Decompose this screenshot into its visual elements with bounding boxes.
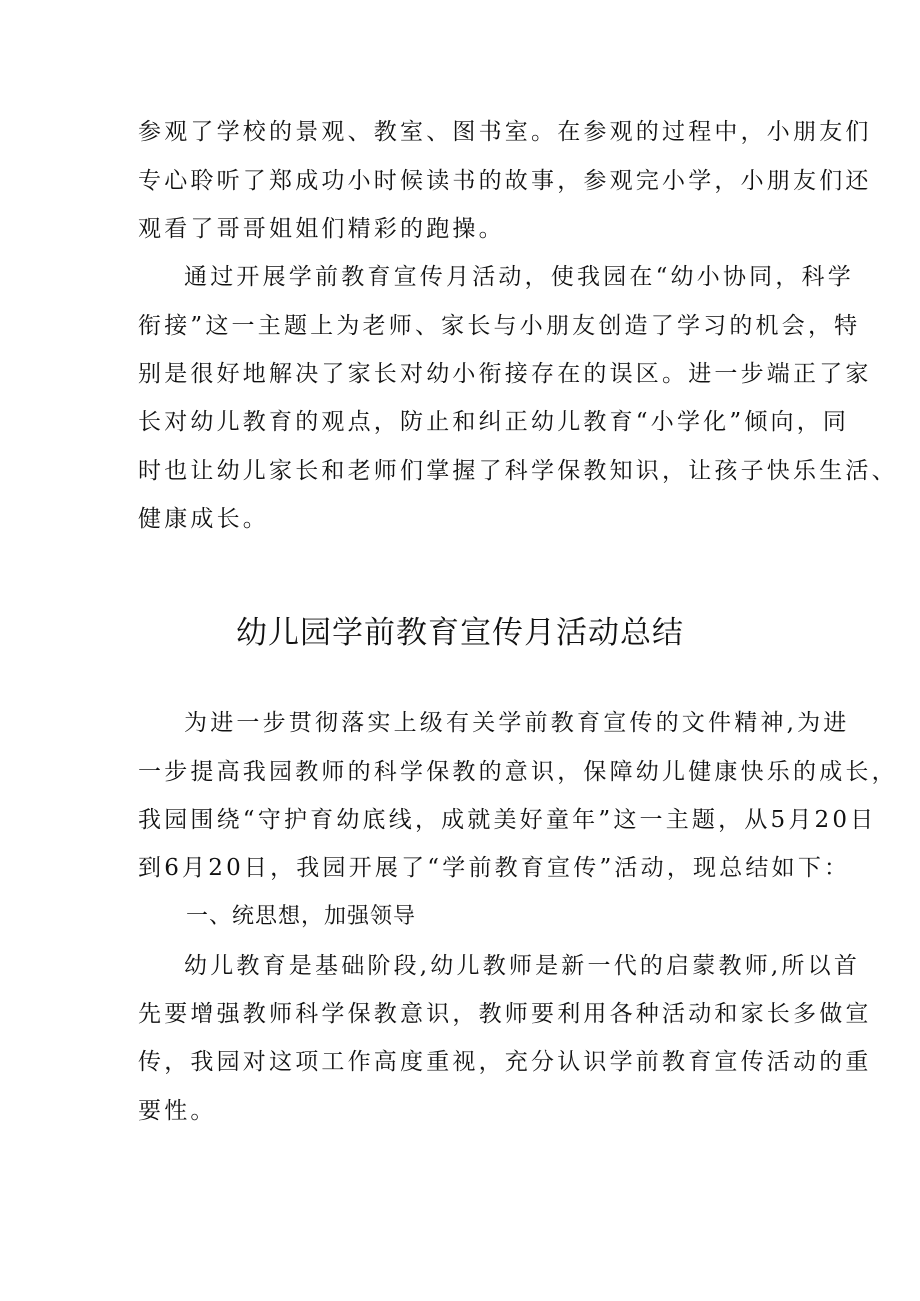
section-heading: 一、统思想，加强领导 [186, 904, 417, 929]
paragraph-line: 时也让幼儿家长和老师们掌握了科学保教知识，让孩子快乐生活、 [138, 458, 898, 484]
paragraph-line: 专心聆听了郑成功小时候读书的故事，参观完小学，小朋友们还 [138, 168, 872, 194]
paragraph-line: 一步提高我园教师的科学保教的意识，保障幼儿健康快乐的成长， [138, 759, 898, 785]
document-title: 幼儿园学前教育宣传月活动总结 [236, 615, 684, 651]
paragraph-line: 衔接”这一主题上为老师、家长与小朋友创造了学习的机会，特 [138, 313, 861, 339]
paragraph-line: 传，我园对这项工作高度重视，充分认识学前教育宣传活动的重 [138, 1049, 872, 1075]
paragraph-line: 观看了哥哥姐姐们精彩的跑操。 [138, 216, 505, 242]
paragraph-line: 我园围绕“守护育幼底线，成就美好童年”这一主题，从5月20日 [138, 807, 877, 833]
paragraph-line: 参观了学校的景观、教室、图书室。在参观的过程中，小朋友们 [138, 119, 872, 145]
paragraph-line: 别是很好地解决了家长对幼小衔接存在的误区。进一步端正了家 [138, 361, 872, 387]
paragraph-line: 长对幼儿教育的观点，防止和纠正幼儿教育“小学化”倾向，同 [138, 409, 850, 435]
paragraph-line: 健康成长。 [138, 506, 269, 532]
paragraph-line: 通过开展学前教育宣传月活动，使我园在“幼小协同，科学 [184, 264, 854, 290]
paragraph-line: 到6月20日，我园开展了“学前教育宣传”活动，现总结如下： [138, 855, 851, 881]
paragraph-line: 先要增强教师科学保教意识，教师要利用各种活动和家长多做宣 [138, 1001, 872, 1027]
paragraph-line: 要性。 [138, 1098, 217, 1124]
paragraph-line: 幼儿教育是基础阶段,幼儿教师是新一代的启蒙教师,所以首 [184, 953, 861, 979]
paragraph-line: 为进一步贯彻落实上级有关学前教育宣传的文件精神,为进 [184, 710, 850, 736]
